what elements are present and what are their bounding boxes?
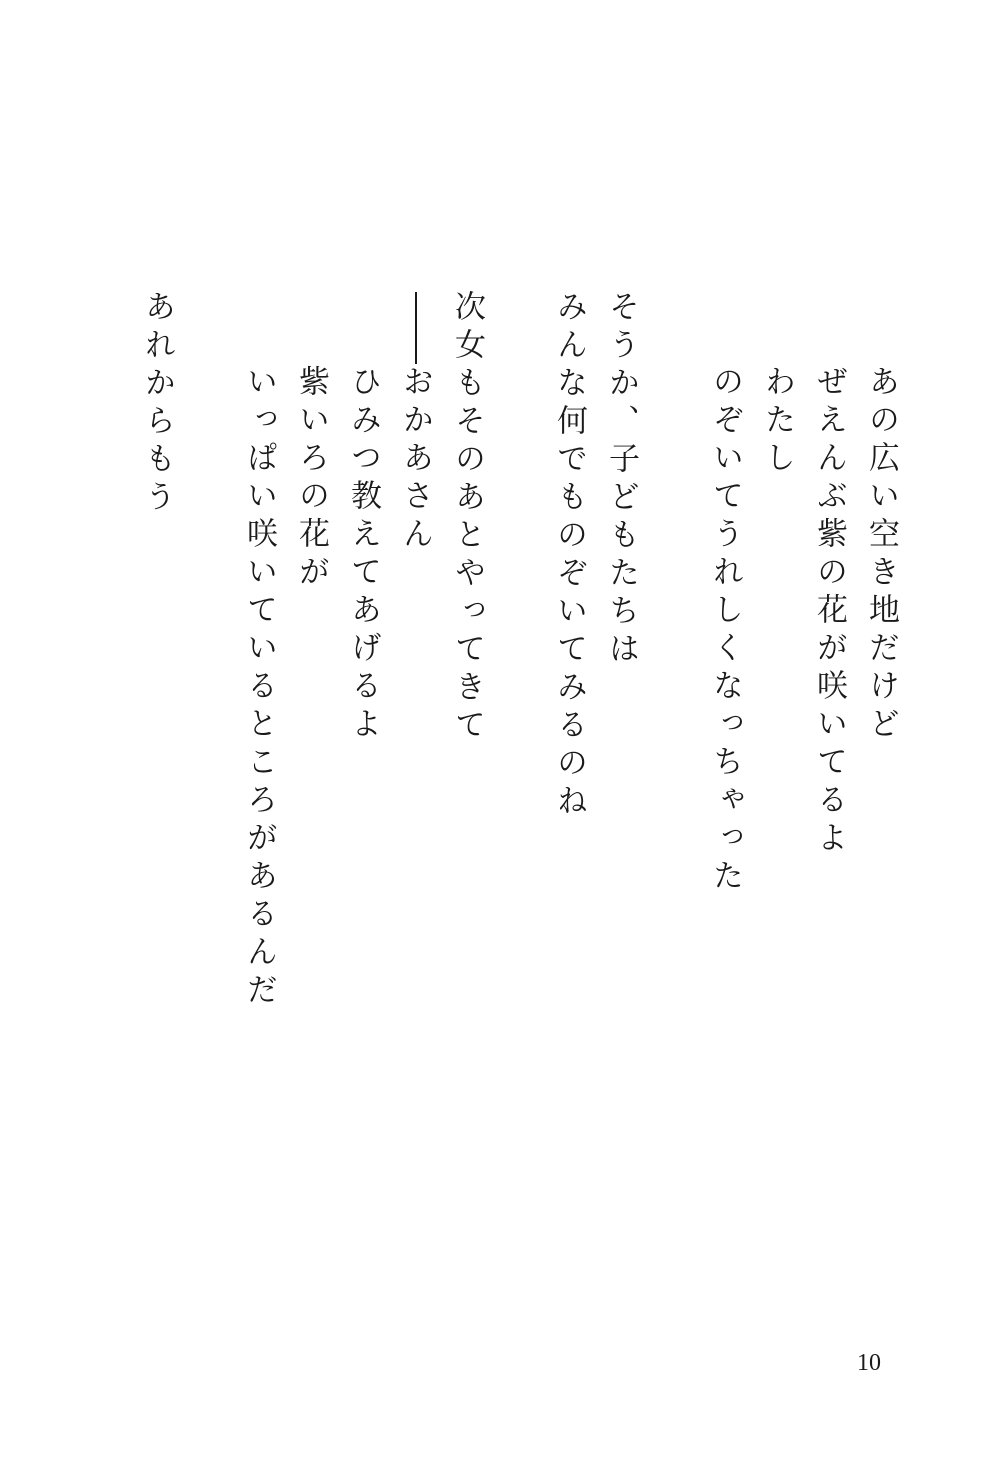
em-dash-rule (415, 292, 417, 364)
poem-line: のぞいてうれしくなっちゃった (707, 365, 743, 897)
poem-line: みんな何でものぞいてみるのね (551, 290, 587, 822)
poem-line: わたし (759, 365, 795, 479)
poem-line: 紫いろの花が (293, 365, 329, 593)
poem-line: ぜえんぶ紫の花が咲いてるよ (811, 365, 847, 859)
poem-line: いっぱい咲いているところがあるんだ (241, 365, 277, 1011)
poem-line: あれからもう (139, 290, 175, 518)
poem-line: 次女もそのあとやってきて (449, 290, 485, 746)
poem-line: ひみつ教えてあげるよ (345, 365, 381, 745)
poem-line: おかあさん (397, 365, 433, 555)
poem-line: あの広い空き地だけど (863, 365, 899, 745)
page-number: 10 (857, 1350, 881, 1376)
poem-line: そうか、子どもたちは (603, 290, 639, 670)
